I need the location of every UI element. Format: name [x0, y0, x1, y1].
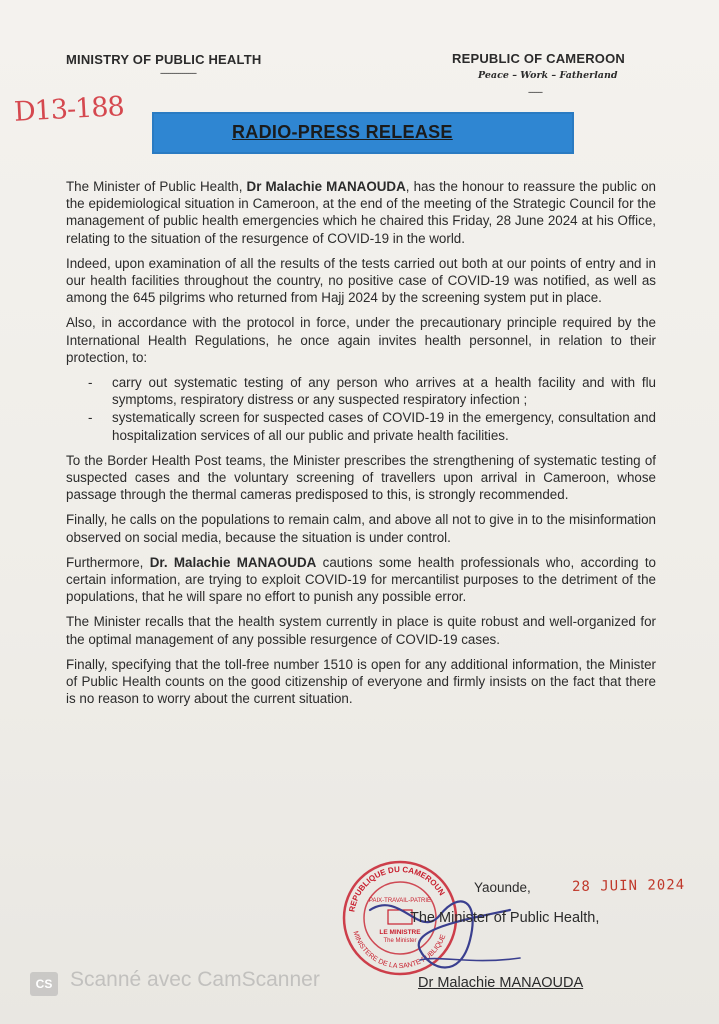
stamp-outer-text: REPUBLIQUE DU CAMEROUN: [347, 864, 447, 913]
list-item-text: systematically screen for suspected cases of COVID-19 in the emergency, consultation and hospitalization services of all our public and private health facilities.: [112, 410, 656, 443]
paragraph-2: Indeed, upon examination of all the results of the tests carried out both at our points of entry and in our health facilities throughout the country, no positive case of COVID-19 was notified, as well as among the 645 pilgrims who returned from Hajj 2024 by the screening system put in place.: [66, 255, 656, 306]
press-release-body: [66, 178, 656, 715]
national-motto: Peace – Work – Fatherland: [478, 70, 618, 81]
stamp-bottom-text: MINISTERE DE LA SANTE PUBLIQUE: [351, 930, 448, 971]
paragraph-5: Finally, he calls on the populations to remain calm, and above all not to give in to the misinformation observed on social media, because the situation is under control.: [66, 512, 657, 545]
handwritten-signature: [360, 880, 530, 990]
list-item-text: carry out systematic testing of any person who arrives at a health facility and with flu symptoms, respiratory distress or any suspected respiratory infection ;: [112, 375, 656, 408]
ministry-heading: MINISTRY OF PUBLIC HEALTH: [66, 52, 262, 67]
republic-heading: REPUBLIC OF CAMEROON: [452, 51, 625, 66]
camscanner-logo-icon: CS: [30, 972, 58, 996]
measures-list: [66, 374, 656, 444]
paragraph-6: [66, 554, 656, 606]
minister-name: Dr. Malachie MANAOUDA: [149, 554, 317, 570]
paragraph-text: The Minister of Public Health,: [66, 179, 247, 194]
paragraph-text: , has the honour to reassure the public on the epidemiological situation in Cameroon, at the end of the meeting of the Strategic Council for the management of public health emergencies which he chaired this Friday, 28 June 2024 at his Office, relating to the situation of the resurgence of COVID-19 in the world.: [66, 179, 656, 246]
paragraph-text: cautions some health professionals who, according to certain information, are trying to exploit COVID-19 for mercantilist purposes to the detriment of the populations, that he will spare no effort to punish any possible error.: [66, 554, 657, 605]
list-item: - systematically screen for suspected cases of COVID-19 in the emergency, consultation and hospitalization services of all our public and private health facilities.: [88, 410, 656, 443]
paragraph-7: The Minister recalls that the health system currently in place is quite robust and well-organized for the optimal management of any possible resurgence of COVID-19 cases.: [66, 614, 656, 647]
ministry-separator: ------------------: [160, 68, 196, 78]
document-title: RADIO-PRESS RELEASE: [232, 122, 453, 142]
signatory-name: Dr Malachie MANAOUDA: [418, 975, 584, 991]
paragraph-1: [66, 178, 656, 247]
signing-date-stamp: 28 JUIN 2024: [571, 877, 686, 895]
republic-separator: -------: [528, 87, 542, 97]
paragraph-text: Furthermore,: [66, 554, 150, 570]
handwritten-reference: D13-188: [13, 91, 125, 128]
paragraph-8: Finally, specifying that the toll-free number 1510 is open for any additional information, the Minister of Public Health counts on the good citizenship of everyone and firmly insists on the fact that there is no reason to worry about the current situation.: [66, 656, 656, 707]
list-item: - carry out systematic testing of any person who arrives at a health facility and with flu symptoms, respiratory distress or any suspected respiratory infection ;: [88, 375, 656, 408]
paragraph-4: To the Border Health Post teams, the Minister prescribes the strengthening of systematic testing of suspected cases and the voluntary screening of travellers upon arrival in Cameroon, whose passage through the thermal cameras predisposed to this, is strongly recommended.: [66, 452, 656, 503]
stamp-inner-title: LE MINISTRE: [379, 929, 421, 936]
minister-name: Dr Malachie MANAOUDA: [246, 179, 406, 194]
paragraph-3: Also, in accordance with the protocol in force, under the precautionary principle required by the International Health Regulations, he once again invites health personnel, in relation to their protection, to:: [66, 315, 656, 365]
signatory-title: The Minister of Public Health,: [410, 910, 600, 926]
scanner-watermark: Scanné avec CamScanner: [70, 968, 320, 991]
stamp-inner-subtitle: The Minister: [383, 938, 417, 944]
signing-place: Yaounde,: [474, 880, 531, 895]
stamp-motto: PAIX-TRAVAIL-PATRIE: [368, 898, 432, 904]
